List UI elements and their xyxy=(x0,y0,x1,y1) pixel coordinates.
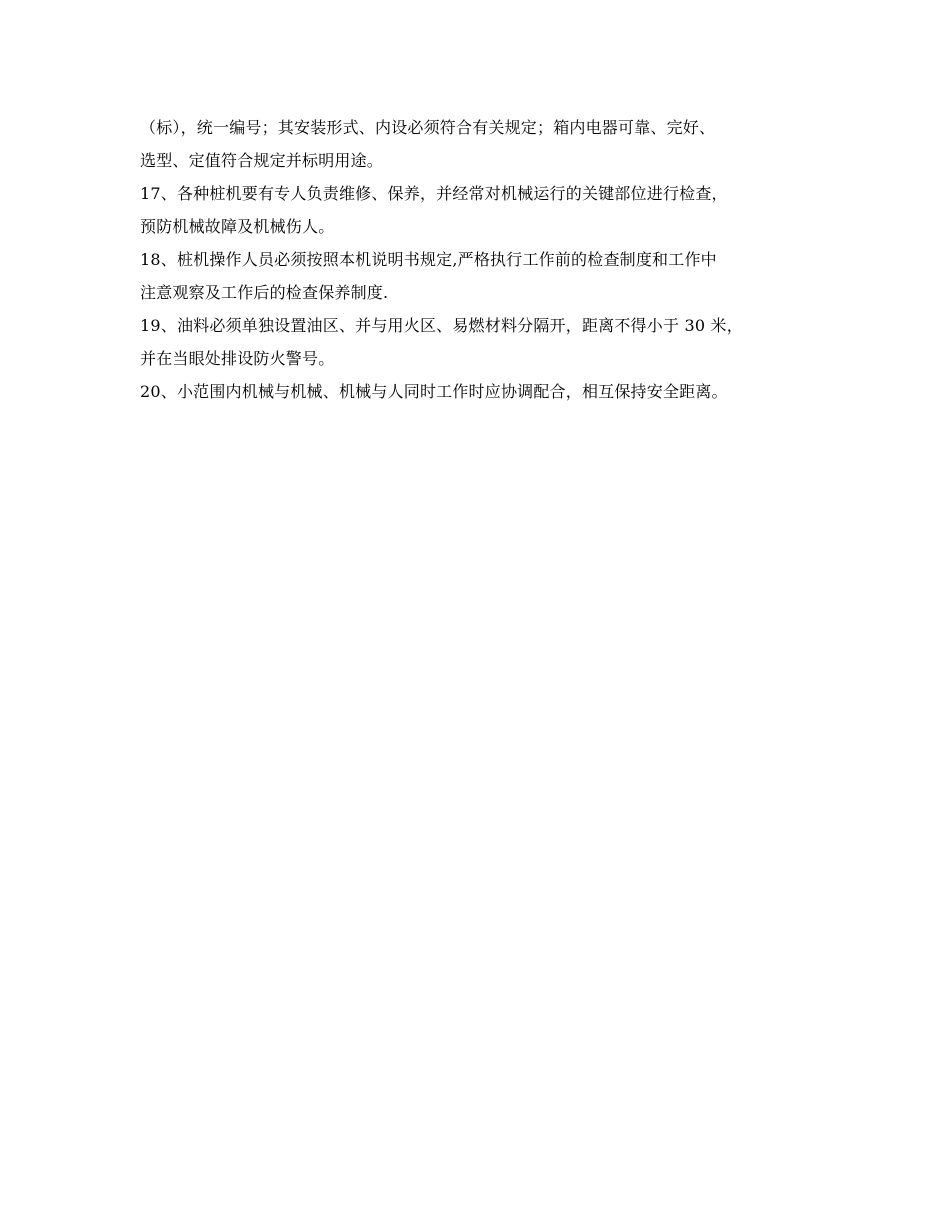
item-19-line-1: 19、油料必须单独设置油区、并与用火区、易燃材料分隔开，距离不得小于 30 米， xyxy=(140,316,743,335)
item-17-line-2: 预防机械故障及机械伤人。 xyxy=(140,217,335,236)
text-line-1: （标），统一编号；其安装形式、内设必须符合有关规定；箱内电器可靠、完好、 xyxy=(140,118,716,137)
item-19-line-2: 并在当眼处排设防火警号。 xyxy=(140,349,335,368)
document-body xyxy=(140,118,840,415)
item-18-line-2: 注意观察及工作后的检查保养制度. xyxy=(140,283,389,302)
item-18-line-1: 18、桩机操作人员必须按照本机说明书规定,严格执行工作前的检查制度和工作中 xyxy=(140,250,717,269)
text-line-2: 选型、定值符合规定并标明用途。 xyxy=(140,151,384,170)
item-20-line-1: 20、小范围内机械与机械、机械与人同时工作时应协调配合，相互保持安全距离。 xyxy=(140,382,728,401)
item-17-line-1: 17、各种桩机要有专人负责维修、保养，并经常对机械运行的关键部位进行检查， xyxy=(140,184,728,203)
